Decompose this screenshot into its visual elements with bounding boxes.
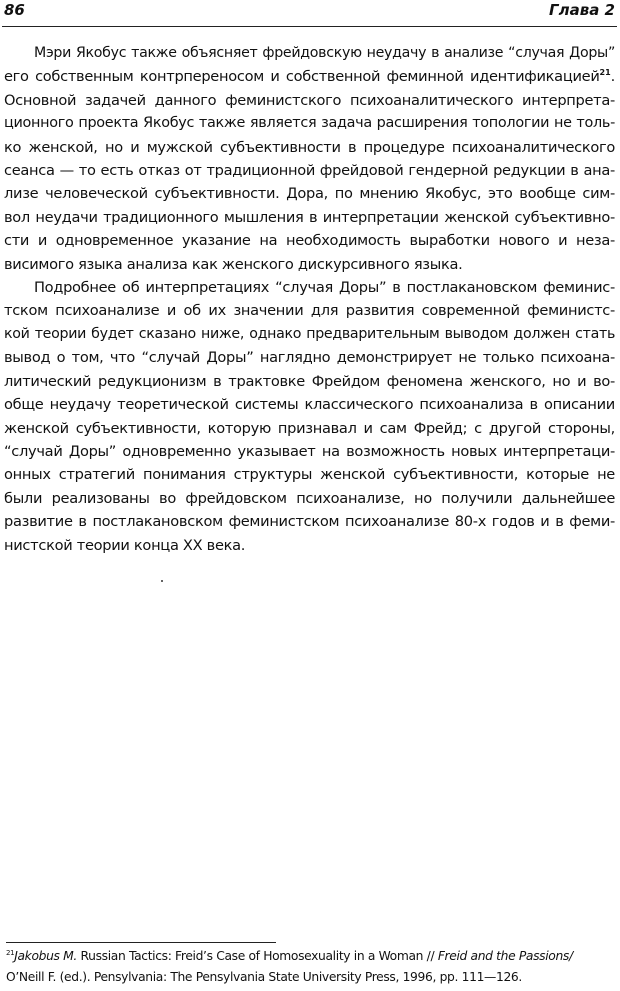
footnote bbox=[6, 946, 616, 988]
scan-speck bbox=[161, 580, 163, 582]
text-line: Мэри Якобус также объясняет фрейдовскую неудачу в анализе “случая Доры” bbox=[34, 45, 615, 61]
text-line: ционного проекта Якобус также является задача расширения топологии не толь- bbox=[4, 115, 615, 132]
footnote-source-title: Freid and the Passions/ bbox=[437, 949, 573, 963]
text-line: развитие в постлакановском феминистском психоанализе 80-х годов и в феми- bbox=[4, 513, 615, 531]
footnote-line-1 bbox=[6, 946, 616, 967]
footnote-line-2: O’Neill F. (ed.). Pensylvania: The Pensylvania State University Press, 1996, pp. 111—126. bbox=[6, 970, 522, 984]
text-line: “случай Доры” одновременно указывает на возможность новых интерпретаци- bbox=[4, 442, 615, 460]
main-text bbox=[4, 42, 615, 557]
text-line: ко женской, но и мужской субъективности в процедуре психоаналитического bbox=[4, 138, 615, 156]
page-number: 86 bbox=[4, 1, 25, 19]
text-line: литический редукционизм в трактовке Фрейдом феномена женского, но и во- bbox=[4, 372, 615, 390]
paragraph-1 bbox=[4, 42, 615, 276]
running-header bbox=[2, 0, 617, 27]
text-line-with-footnote-ref bbox=[4, 65, 615, 88]
text-line: онных стратегий понимания структуры женской субъективности, которые не bbox=[4, 466, 615, 484]
text-line: лизе человеческой субъективности. Дора, по мнению Якобус, это вообще сим- bbox=[4, 185, 615, 203]
text-line: висимого языка анализа как женского дискурсивного языка. bbox=[4, 255, 463, 273]
footnote-reference[interactable]: 21 bbox=[599, 68, 611, 78]
text-line: тском психоанализе и об их значении для развития современной феминистс- bbox=[4, 302, 615, 320]
text-line: сеанса — то есть отказ от традиционной фрейдовой гендерной редукции в ана- bbox=[4, 162, 615, 180]
text-line: кой теории будет сказано ниже, однако предварительным выводом должен стать bbox=[4, 325, 615, 342]
paragraph-2 bbox=[4, 276, 615, 557]
text-line: вывод о том, что “случай Доры” наглядно демонстрирует не только психоана- bbox=[4, 349, 615, 367]
text-line: обще неудачу теоретической системы классического психоанализа в описании bbox=[4, 396, 615, 414]
text-line: были реализованы во фрейдовском психоанализе, но получили дальнейшее bbox=[4, 489, 615, 507]
chapter-title: Глава 2 bbox=[549, 1, 615, 19]
text-line: женской субъективности, которую признавал и сам Фрейд; с другой стороны, bbox=[4, 419, 615, 437]
footnote-number: 21 bbox=[6, 949, 15, 957]
text-line: его собственным контрпереносом и собственной феминной идентификацией bbox=[4, 68, 600, 86]
text-line: Подробнее об интерпретациях “случая Доры” в постлакановском феминис- bbox=[34, 279, 615, 297]
text-line: Основной задачей данного феминистского психоаналитического интерпрета- bbox=[4, 91, 615, 109]
footnote-text: Russian Tactics: Freid’s Case of Homosexuality in a Woman // bbox=[76, 949, 438, 963]
text-line: нистской теории конца XX века. bbox=[4, 536, 246, 554]
text-line: сти и одновременное указание на необходимость выработки нового и неза- bbox=[4, 232, 615, 250]
footnote-ref-punctuation: . bbox=[610, 68, 615, 86]
footnote-separator bbox=[6, 942, 276, 943]
text-line: вол неудачи традиционного мышления в интерпретации женской субъективно- bbox=[4, 208, 615, 226]
footnote-author: Jakobus M. bbox=[14, 949, 77, 963]
